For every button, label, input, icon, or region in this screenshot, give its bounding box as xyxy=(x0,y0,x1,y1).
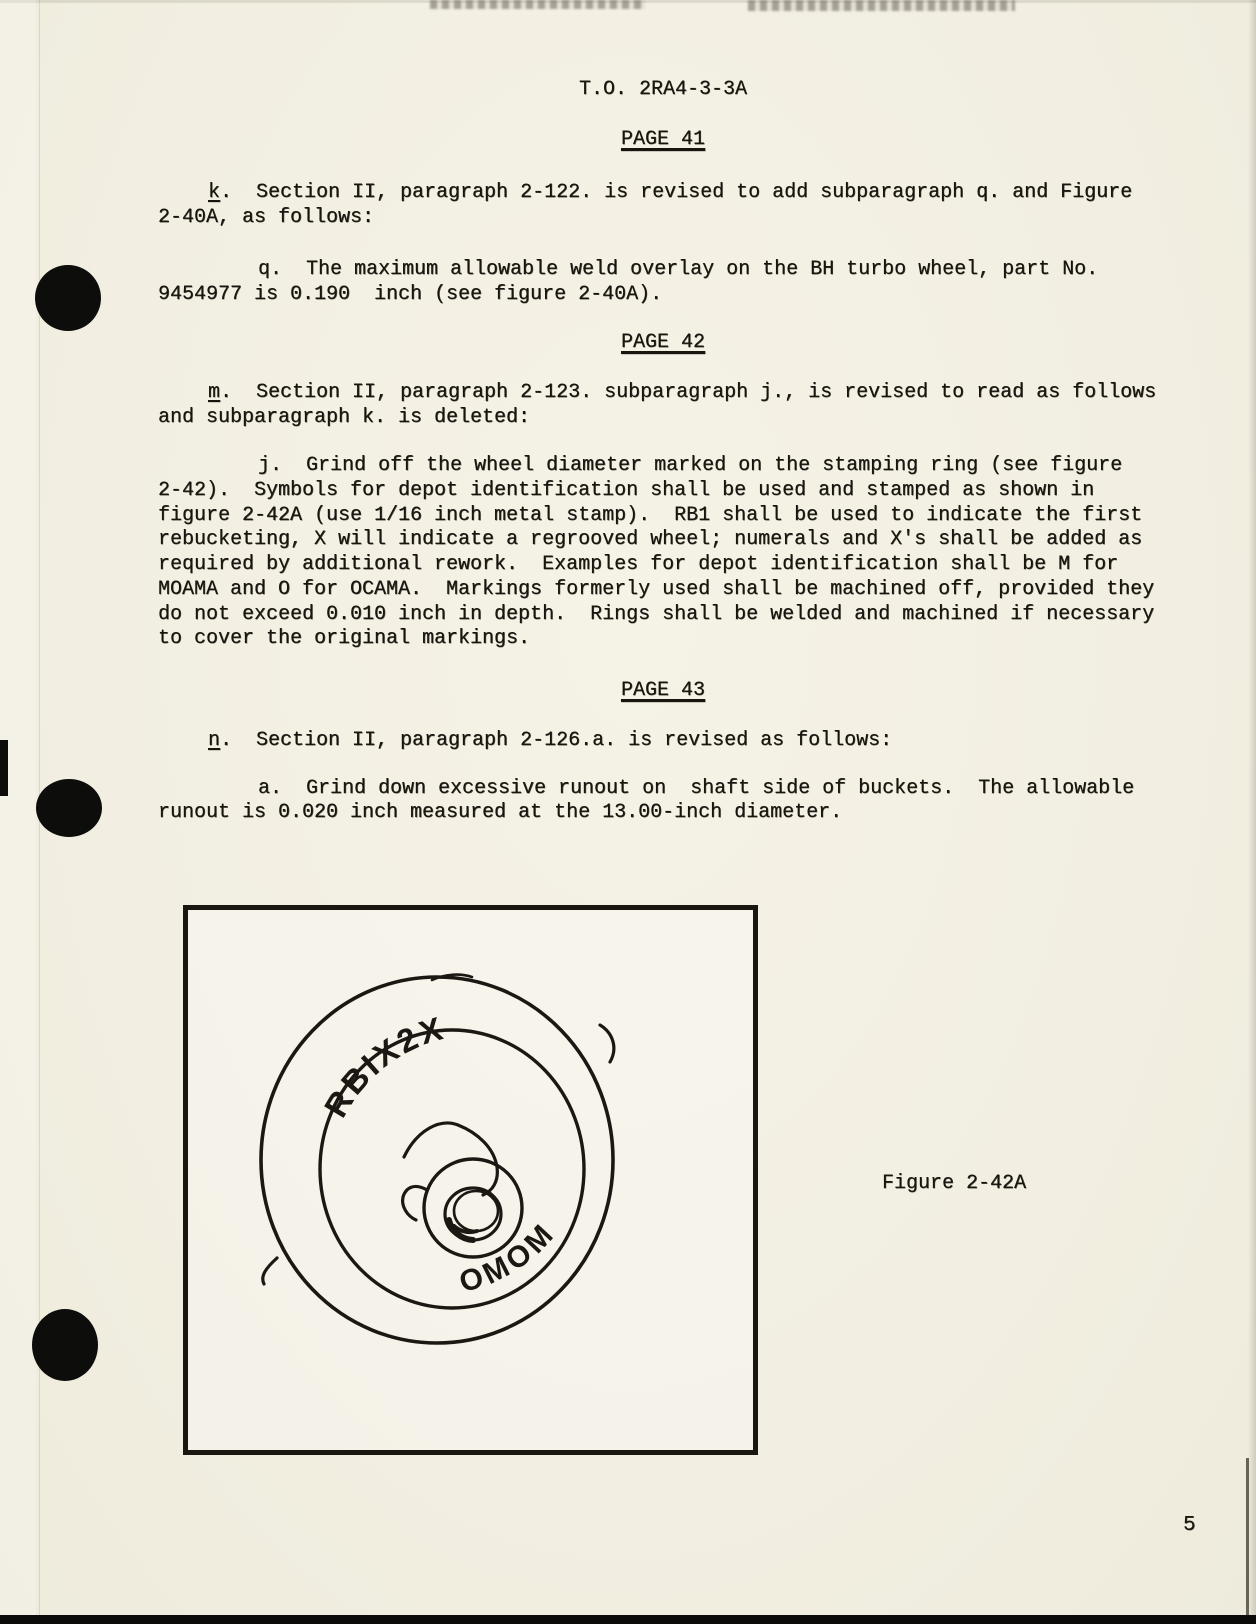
para-j-line-2: 2-42). Symbols for depot identification shall be used and stamped as shown in xyxy=(158,479,1095,502)
para-letter-m: m xyxy=(208,381,221,404)
page-left-margin-strip xyxy=(0,0,36,1624)
para-a-line-1: a. Grind down excessive runout on shaft side of buckets. The allowable xyxy=(258,777,1135,800)
to-number-title: T.O. 2RA4-3-3A xyxy=(578,78,748,101)
outer-rim-lower-left-spur xyxy=(263,1258,277,1284)
para-k-line-2: 2-40A, as follows: xyxy=(158,206,375,229)
figure-caption: Figure 2-42A xyxy=(882,1172,1027,1195)
para-j-line-7: do not exceed 0.010 inch in depth. Rings shall be welded and machined if necessary xyxy=(158,603,1155,626)
hub-top-arc xyxy=(404,1123,458,1157)
scan-edge-artifact xyxy=(0,740,8,796)
scan-bleedthrough-smudge xyxy=(748,0,1015,11)
scan-right-edge-line xyxy=(1246,1458,1249,1624)
scan-right-edge-shade xyxy=(1248,0,1256,1624)
section-heading-page-41: PAGE 41 xyxy=(620,128,705,151)
para-j-line-3: figure 2-42A (use 1/16 inch metal stamp). RB1 shall be used to indicate the first xyxy=(158,504,1143,527)
para-j-line-4: rebucketing, X will indicate a regrooved wheel; numerals and X's shall be added as xyxy=(158,528,1143,551)
para-j-line-5: required by additional rework. Examples for depot identification shall be M for xyxy=(158,553,1119,576)
para-j-line-6: MOAMA and O for OCAMA. Markings formerly used shall be machined off, provided they xyxy=(158,578,1155,601)
para-q-line-1: q. The maximum allowable weld overlay on the BH turbo wheel, part No. xyxy=(258,258,1099,281)
stamp-text-lower: OMOM xyxy=(455,1216,563,1300)
binder-hole xyxy=(35,265,101,331)
para-m-line-2: and subparagraph k. is deleted: xyxy=(158,406,531,429)
para-q-line-2: 9454977 is 0.190 inch (see figure 2-40A). xyxy=(158,283,663,306)
binder-hole xyxy=(32,1309,98,1381)
binder-hole xyxy=(36,779,102,837)
para-letter-k: k xyxy=(208,181,221,204)
para-letter-n: n xyxy=(208,729,221,752)
para-k-line-1: k. Section II, paragraph 2-122. is revised to add subparagraph q. and Figure xyxy=(208,181,1133,204)
para-n-line-1: n. Section II, paragraph 2-126.a. is revised as follows: xyxy=(208,729,893,752)
scan-bleedthrough-smudge xyxy=(430,0,645,9)
section-heading-page-43: PAGE 43 xyxy=(620,679,705,702)
para-j-line-1: j. Grind off the wheel diameter marked on the stamping ring (see figure xyxy=(258,454,1123,477)
para-j-line-8: to cover the original markings. xyxy=(158,627,531,650)
figure-2-42a-frame xyxy=(183,905,758,1455)
para-m-line-1: m. Section II, paragraph 2-123. subparagraph j., is revised to read as follows xyxy=(208,381,1157,404)
turbo-wheel-stamping-illustration xyxy=(188,910,753,1450)
stamp-text-upper: RBIX2X xyxy=(316,1008,450,1124)
outer-rim-right-spur xyxy=(600,1025,614,1062)
para-a-line-2: runout is 0.020 inch measured at the 13.00-inch diameter. xyxy=(158,801,843,824)
section-heading-page-42: PAGE 42 xyxy=(620,331,705,354)
page-number: 5 xyxy=(1183,1514,1196,1537)
scan-bottom-edge-bar xyxy=(0,1615,1256,1624)
hub-bore-inner xyxy=(454,1191,498,1231)
